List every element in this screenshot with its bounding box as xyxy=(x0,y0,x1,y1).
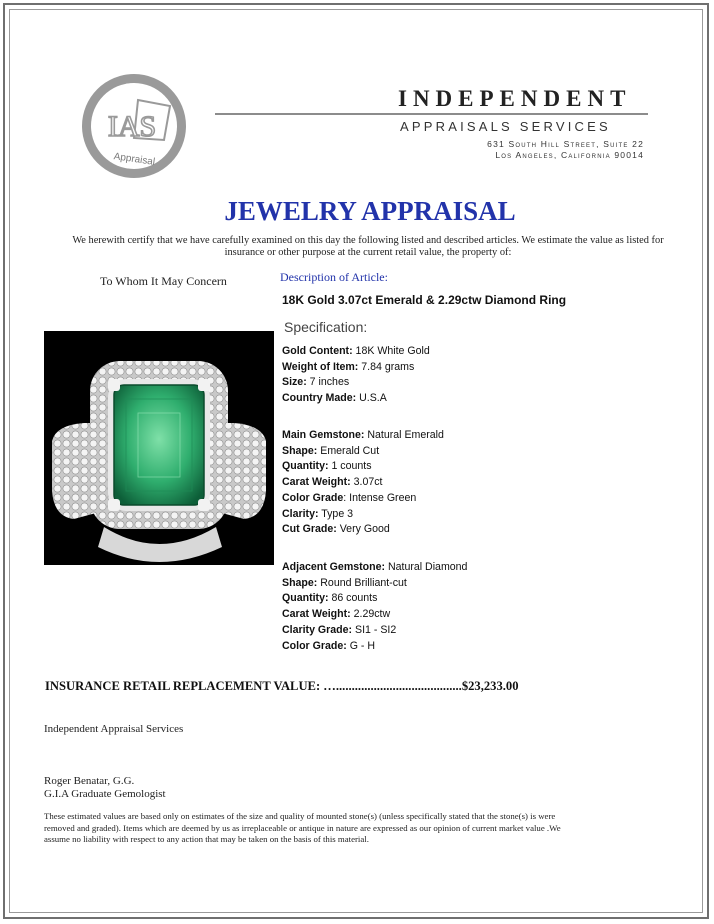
spec-value: : Intense Green xyxy=(343,491,417,504)
spec-shape xyxy=(282,444,444,460)
spec-value: Very Good xyxy=(336,523,390,536)
appraiser-title: G.I.A Graduate Gemologist xyxy=(44,788,166,800)
spec-quantity xyxy=(282,591,467,607)
company-logo xyxy=(78,70,190,182)
spec-country xyxy=(282,391,430,407)
disclaimer: These estimated values are based only on estimates of the size and quality of mounted stone(s) (unless specifically stated that the stone(s) is were removed and graded). Items which are deemed by us as irreplaceable or antique in nature are expressed as our opinion of current market value .We assume no liability with respect to any action that may be taken on the basis of this material. xyxy=(44,811,561,844)
spec-gold-content xyxy=(282,344,430,360)
spec-size xyxy=(282,375,430,391)
spec-value: 18K White Gold xyxy=(352,345,430,357)
spec-label: Size: xyxy=(282,376,307,389)
spec-shape xyxy=(282,576,467,592)
recipient: To Whom It May Concern xyxy=(100,274,227,288)
spec-label: Adjacent Gemstone: xyxy=(282,561,386,573)
spec-label: Carat Weight: xyxy=(282,476,351,489)
spec-value: Natural Diamond xyxy=(385,561,468,573)
spec-value: Emerald Cut xyxy=(317,444,380,457)
spec-label: Shape: xyxy=(282,576,318,589)
spec-value: Round Brilliant-cut xyxy=(317,576,407,589)
company-address-line2: Los Angeles, California 90014 xyxy=(495,150,644,160)
article-description: 18K Gold 3.07ct Emerald & 2.29ctw Diamond Ring xyxy=(282,293,567,307)
spec-value: 3.07ct xyxy=(350,476,383,489)
spec-value: U.S.A xyxy=(356,392,387,405)
spec-value: 2.29ctw xyxy=(350,608,391,621)
spec-label: Clarity: xyxy=(282,507,319,520)
spec-weight xyxy=(282,360,430,376)
spec-color-grade xyxy=(282,639,467,655)
spec-label: Quantity: xyxy=(282,592,329,605)
spec-adjacent-gemstone xyxy=(282,560,467,576)
header-divider xyxy=(215,113,648,115)
spec-label: Country Made: xyxy=(282,392,357,405)
spec-carat-weight xyxy=(282,475,444,491)
spec-label: Gold Content: xyxy=(282,345,353,357)
main-gemstone-specs xyxy=(282,428,444,538)
spec-value: SI1 - SI2 xyxy=(352,623,397,636)
document-title: JEWELRY APPRAISAL xyxy=(224,196,516,226)
company-address-line1: 631 South Hill Street, Suite 22 xyxy=(487,139,644,149)
logo-subtext: Appraisal xyxy=(112,151,156,168)
spec-clarity-grade xyxy=(282,623,467,639)
company-name: INDEPENDENT xyxy=(398,86,632,111)
specification-heading: Specification: xyxy=(284,319,368,335)
spec-label: Color Grade xyxy=(282,491,344,504)
company-subtitle: APPRAISALS SERVICES xyxy=(400,119,611,134)
spec-label: Main Gemstone: xyxy=(282,429,365,441)
spec-value: G - H xyxy=(346,639,375,652)
appraiser-name: Roger Benatar, G.G. xyxy=(44,775,135,787)
spec-cut-grade xyxy=(282,522,444,538)
spec-label: Quantity: xyxy=(282,460,329,473)
spec-label: Shape: xyxy=(282,444,318,457)
signing-company: Independent Appraisal Services xyxy=(44,723,184,735)
spec-clarity xyxy=(282,507,444,523)
spec-value: 1 counts xyxy=(328,460,372,473)
certification-statement: We herewith certify that we have carefully examined on this day the following listed and described articles. We estimate the value as listed for insurance or other purpose at the current retail value, the property of: xyxy=(72,235,664,258)
ring-photo xyxy=(44,331,274,565)
spec-color-grade xyxy=(282,491,444,507)
spec-label: Weight of Item: xyxy=(282,360,359,373)
spec-carat-weight xyxy=(282,607,467,623)
spec-label: Carat Weight: xyxy=(282,608,351,621)
spec-value: 86 counts xyxy=(328,592,378,605)
general-specs xyxy=(282,344,430,407)
spec-value: Type 3 xyxy=(318,507,354,520)
description-label: Description of Article: xyxy=(280,270,388,284)
spec-quantity xyxy=(282,459,444,475)
adjacent-gemstone-specs xyxy=(282,560,467,654)
spec-value: 7 inches xyxy=(306,376,350,389)
logo-lettering: IAS xyxy=(107,110,157,143)
spec-label: Color Grade: xyxy=(282,639,347,652)
spec-value: Natural Emerald xyxy=(364,429,444,441)
spec-value: 7.84 grams xyxy=(358,360,415,373)
spec-main-gemstone xyxy=(282,428,444,444)
spec-label: Clarity Grade: xyxy=(282,623,353,636)
insurance-value: INSURANCE RETAIL REPLACEMENT VALUE: …........................................$23,233.00 xyxy=(45,679,519,693)
spec-label: Cut Grade: xyxy=(282,523,337,536)
